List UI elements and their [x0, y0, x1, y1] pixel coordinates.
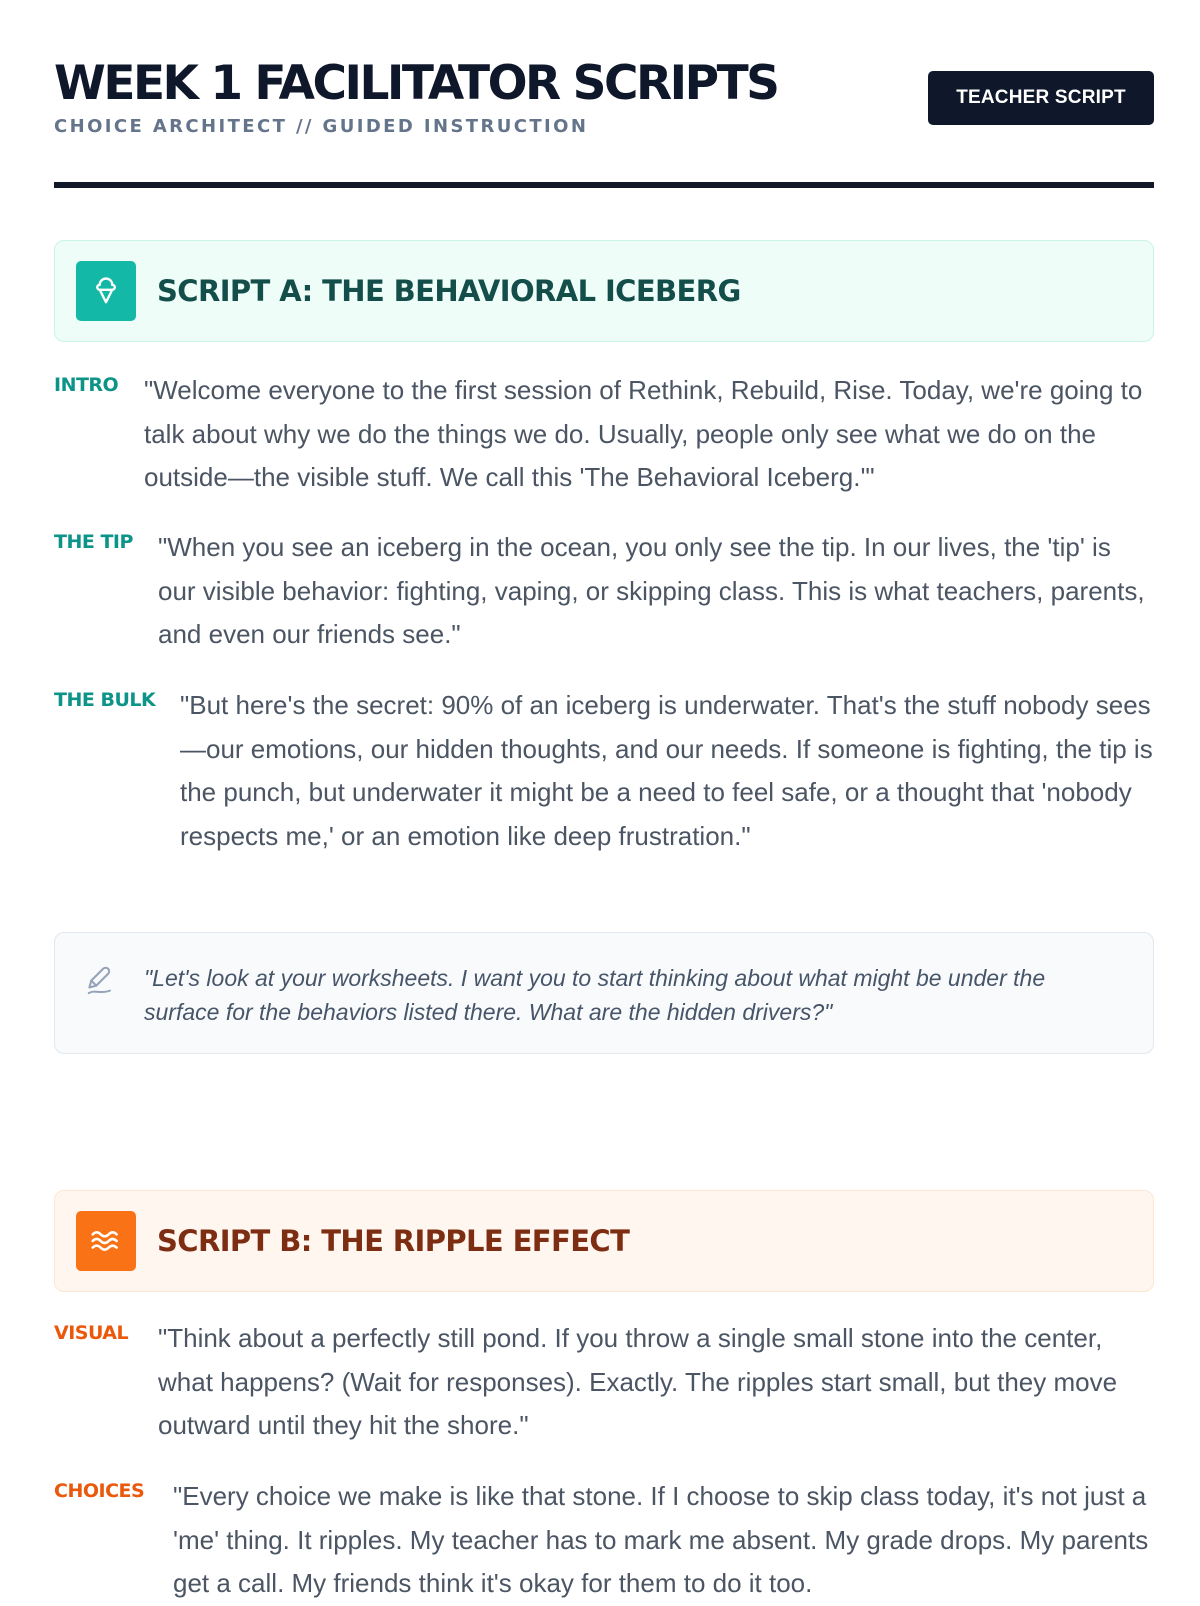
pen-icon [85, 963, 115, 1002]
script-b-row-choices [54, 1475, 1154, 1606]
row-label: THE BULK [54, 689, 156, 711]
row-text: "Every choice we make is like that stone. If I choose to skip class today, it's not just a 'me' thing. It ripples. My teacher has to mark me absent. My grade drops. My parents get a call. My friends think it's okay for them to do it too. [173, 1481, 1149, 1598]
row-label: CHOICES [54, 1480, 145, 1502]
script-a-header [54, 240, 1154, 342]
teacher-script-badge: TEACHER SCRIPT [928, 71, 1154, 125]
facilitator-note [54, 932, 1154, 1054]
row-label: VISUAL [54, 1322, 129, 1344]
row-text: "Welcome everyone to the first session of Rethink, Rebuild, Rise. Today, we're going to talk about why we do the things we do. Usually, people only see what we do on the outside—the visible stuff. We call this 'The Behavioral Iceberg.'" [144, 375, 1143, 492]
ice-cream-cone-icon [76, 261, 136, 321]
script-b-row-visual [54, 1317, 1154, 1448]
note-text: "Let's look at your worksheets. I want you to start thinking about what might be under the surface for the behaviors listed there. What are the hidden drivers?" [144, 965, 1046, 1025]
script-a-row-intro [54, 369, 1154, 500]
script-b-header [54, 1190, 1154, 1292]
script-a-row-bulk [54, 684, 1154, 858]
page [54, 0, 1154, 1598]
script-a-row-tip [54, 526, 1154, 657]
waves-icon [76, 1211, 136, 1271]
row-text: "Think about a perfectly still pond. If you throw a single small stone into the center, what happens? (Wait for responses). Exactly. The ripples start small, but they move outward until they hit the shore." [158, 1323, 1118, 1440]
row-text: "When you see an iceberg in the ocean, you only see the tip. In our lives, the 'tip' is our visible behavior: fighting, vaping, or skipping class. This is what teachers, parents, and even our friends see." [158, 532, 1145, 649]
row-text: "But here's the secret: 90% of an iceberg is underwater. That's the stuff nobody sees—our emotions, our hidden thoughts, and our needs. If someone is fighting, the tip is the punch, but underwater it might be a need to feel safe, or a thought that 'nobody respects me,' or an emotion like deep frustration." [180, 690, 1153, 851]
page-subtitle: CHOICE ARCHITECT // GUIDED INSTRUCTION [54, 116, 589, 137]
script-b-title: SCRIPT B: THE RIPPLE EFFECT [157, 1224, 630, 1258]
page-title: WEEK 1 FACILITATOR SCRIPTS [54, 56, 778, 111]
row-label: THE TIP [54, 531, 133, 553]
page-header [54, 0, 1154, 188]
row-label: INTRO [54, 374, 119, 396]
script-a-title: SCRIPT A: THE BEHAVIORAL ICEBERG [157, 274, 741, 308]
